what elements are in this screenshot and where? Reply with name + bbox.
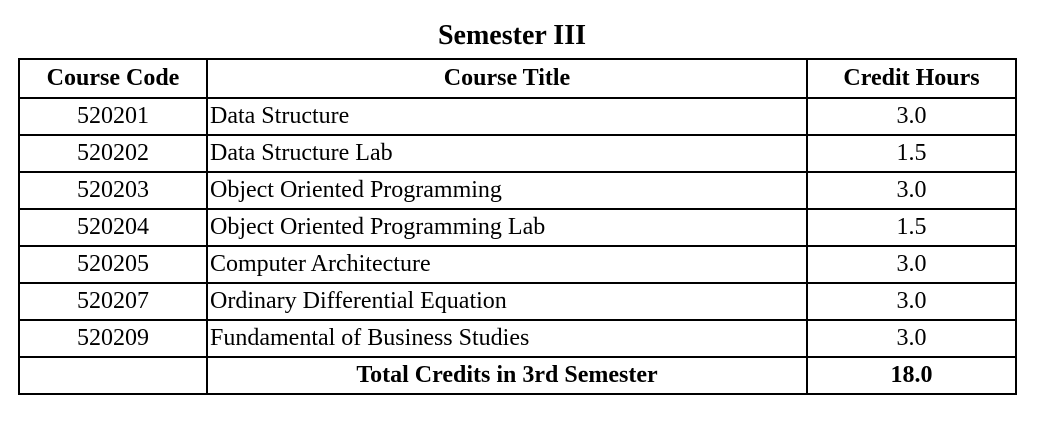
table-header-row <box>19 59 1016 98</box>
course-title-cell: Computer Architecture <box>207 246 807 283</box>
table-row <box>19 320 1016 357</box>
total-empty-cell <box>19 357 207 394</box>
course-code-cell: 520205 <box>19 246 207 283</box>
credit-hours-cell: 3.0 <box>807 172 1016 209</box>
course-title-cell: Data Structure <box>207 98 807 135</box>
credit-hours-cell: 3.0 <box>807 320 1016 357</box>
total-row <box>19 357 1016 394</box>
course-title-cell: Fundamental of Business Studies <box>207 320 807 357</box>
course-code-cell: 520209 <box>19 320 207 357</box>
course-code-cell: 520202 <box>19 135 207 172</box>
credit-hours-cell: 1.5 <box>807 135 1016 172</box>
course-title-cell: Object Oriented Programming <box>207 172 807 209</box>
table-row <box>19 283 1016 320</box>
course-title-cell: Object Oriented Programming Lab <box>207 209 807 246</box>
header-course-code: Course Code <box>19 59 207 98</box>
course-code-cell: 520203 <box>19 172 207 209</box>
table-row <box>19 172 1016 209</box>
table-row <box>19 246 1016 283</box>
course-title-cell: Ordinary Differential Equation <box>207 283 807 320</box>
course-table <box>18 58 1017 395</box>
table-row <box>19 135 1016 172</box>
table-row <box>19 209 1016 246</box>
course-code-cell: 520201 <box>19 98 207 135</box>
credit-hours-cell: 1.5 <box>807 209 1016 246</box>
credit-hours-cell: 3.0 <box>807 283 1016 320</box>
semester-title: Semester III <box>437 20 586 51</box>
credit-hours-cell: 3.0 <box>807 98 1016 135</box>
total-label: Total Credits in 3rd Semester <box>207 357 807 394</box>
course-code-cell: 520204 <box>19 209 207 246</box>
course-title-cell: Data Structure Lab <box>207 135 807 172</box>
header-credit-hours: Credit Hours <box>807 59 1016 98</box>
credit-hours-cell: 3.0 <box>807 246 1016 283</box>
table-row <box>19 98 1016 135</box>
total-value: 18.0 <box>807 357 1016 394</box>
header-course-title: Course Title <box>207 59 807 98</box>
course-code-cell: 520207 <box>19 283 207 320</box>
